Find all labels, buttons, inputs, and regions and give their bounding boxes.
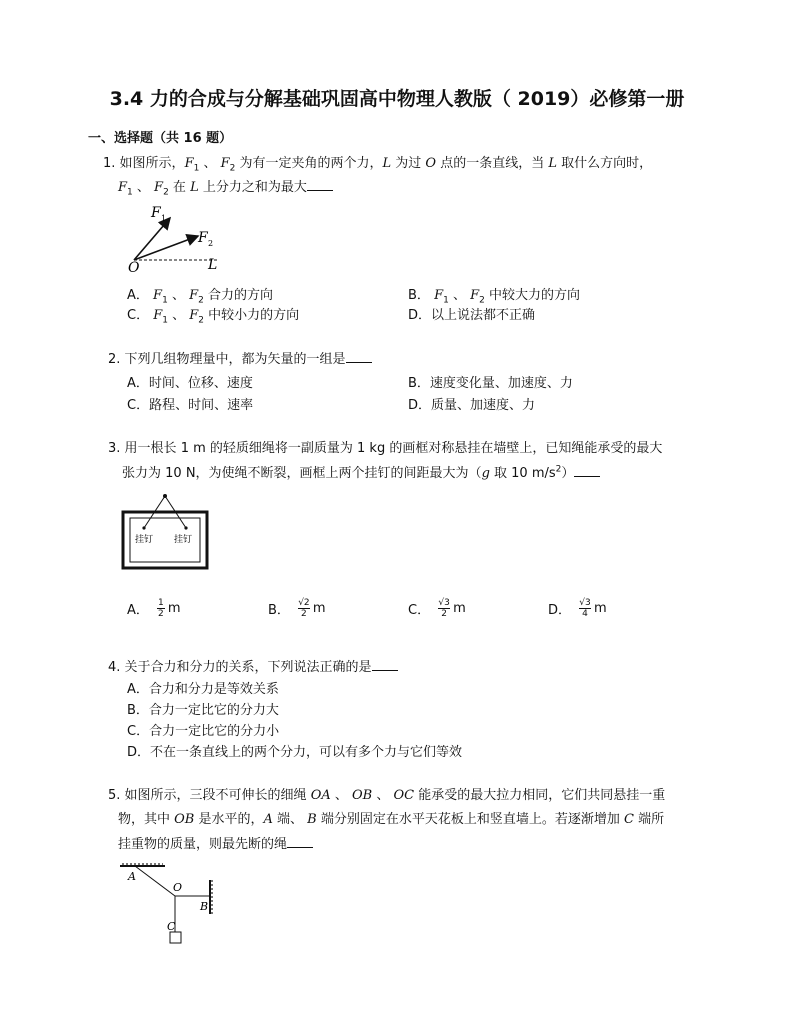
q4-option-d[interactable] bbox=[127, 741, 462, 760]
text: 在 bbox=[168, 180, 191, 195]
text: 取什么方向时， bbox=[556, 156, 653, 171]
option-text: 速度变化量、加速度、力 bbox=[429, 376, 573, 391]
q1-option-c[interactable] bbox=[127, 304, 299, 326]
label-c: C bbox=[167, 920, 176, 933]
q3-option-c[interactable] bbox=[408, 598, 466, 619]
var-a: A bbox=[263, 812, 273, 827]
option-text: 中较小力的方向 bbox=[204, 308, 300, 323]
var-f1: F bbox=[153, 288, 163, 303]
numerator: √3 bbox=[438, 598, 450, 608]
q3-option-b[interactable] bbox=[268, 598, 326, 619]
numerator: √2 bbox=[298, 598, 310, 608]
text: 如图所示，三段不可伸长的细绳 bbox=[124, 788, 311, 803]
var-ob: OB bbox=[174, 812, 195, 827]
var-f1: F bbox=[184, 156, 194, 171]
var-f1: F bbox=[118, 180, 128, 195]
text: 物，其中 bbox=[118, 812, 175, 827]
denominator: 2 bbox=[158, 609, 164, 619]
q4-option-a[interactable] bbox=[127, 678, 279, 697]
numerator: 1 bbox=[158, 598, 164, 608]
question-number: 5. bbox=[108, 788, 121, 803]
fraction bbox=[157, 598, 165, 619]
denominator: 2 bbox=[301, 609, 307, 619]
text: ，为使绳不断裂，画框上两个挂钉的间距最大为（ bbox=[195, 466, 482, 481]
label-nail-left: 挂钉 bbox=[135, 535, 154, 545]
label-o: O bbox=[128, 260, 140, 276]
option-text: 合力和分力是等效关系 bbox=[148, 682, 279, 697]
var-f1: F bbox=[434, 288, 444, 303]
fraction bbox=[579, 598, 591, 619]
option-text: 时间、位移、速度 bbox=[148, 376, 253, 391]
sub: 2 bbox=[163, 187, 169, 198]
text: 取 bbox=[489, 466, 512, 481]
unit: m bbox=[453, 601, 466, 616]
text: 、 bbox=[448, 288, 471, 303]
question-number: 2. bbox=[108, 352, 121, 367]
value-mass: 1 kg bbox=[357, 441, 386, 456]
var-oc: OC bbox=[393, 788, 415, 803]
value-g: 10 m/s bbox=[511, 466, 556, 481]
option-letter: D． bbox=[127, 745, 151, 760]
text: 、 bbox=[199, 156, 221, 171]
option-text: 合力的方向 bbox=[203, 288, 273, 303]
option-text: 合力一定比它的分力小 bbox=[149, 724, 280, 739]
q3-option-d[interactable] bbox=[548, 598, 607, 619]
var-l: L bbox=[382, 156, 392, 171]
sub: 1 bbox=[162, 295, 168, 306]
sub: 1 bbox=[127, 187, 133, 198]
unit: m bbox=[167, 601, 181, 616]
numerator: √3 bbox=[579, 598, 591, 608]
var-f1: F bbox=[153, 308, 163, 323]
question-5-line-3 bbox=[118, 833, 313, 852]
denominator: 2 bbox=[441, 609, 447, 619]
sub: 2 bbox=[198, 295, 204, 306]
text: 能承受的最大拉力相同，它们共同悬挂一重 bbox=[414, 788, 666, 803]
question-3-line-2 bbox=[122, 462, 600, 481]
option-letter: D． bbox=[408, 398, 432, 413]
var-oa: OA bbox=[310, 788, 331, 803]
sub: 1 bbox=[443, 295, 449, 306]
var-f2: F bbox=[470, 288, 480, 303]
sub: 1 bbox=[162, 315, 168, 326]
text: 张力为 bbox=[122, 466, 166, 481]
option-letter: B． bbox=[408, 376, 430, 391]
value-force: 10 N bbox=[165, 466, 196, 481]
option-letter: B． bbox=[127, 703, 149, 718]
var-b: B bbox=[307, 812, 317, 827]
text: 为有一定夹角的两个力， bbox=[235, 156, 383, 171]
text: 端所 bbox=[633, 812, 665, 827]
text: 端、 bbox=[272, 812, 308, 827]
sub: 2 bbox=[229, 163, 236, 174]
sup: 2 bbox=[555, 464, 562, 475]
unit: m bbox=[594, 601, 607, 616]
force-diagram bbox=[118, 200, 228, 278]
var-f2: F bbox=[154, 180, 164, 195]
sub: 1 bbox=[193, 163, 200, 174]
label-f1-sub: 1 bbox=[161, 214, 167, 223]
option-letter: C． bbox=[408, 603, 431, 618]
text: 的画框对称悬挂在墙壁上，已知绳能承受的最大 bbox=[385, 441, 663, 456]
text: 端分别固定在水平天花板上和竖直墙上。若逐渐增加 bbox=[316, 812, 624, 827]
question-1-line-1 bbox=[103, 152, 652, 174]
option-letter: A． bbox=[127, 288, 149, 303]
q1-option-b[interactable] bbox=[408, 284, 580, 306]
option-text: 中较大力的方向 bbox=[484, 288, 580, 303]
q2-option-a[interactable] bbox=[127, 372, 253, 391]
text: 为过 bbox=[391, 156, 426, 171]
picture-frame-diagram bbox=[120, 488, 212, 572]
question-5-line-1 bbox=[108, 784, 665, 803]
text: 点的一条直线，当 bbox=[436, 156, 549, 171]
stem-text: 关于合力和分力的关系，下列说法正确的是 bbox=[124, 660, 372, 675]
label-f2: F bbox=[198, 230, 208, 246]
label-b: B bbox=[200, 900, 209, 913]
text: 挂重物的质量，则最先断的绳 bbox=[118, 837, 288, 852]
fraction bbox=[298, 598, 310, 619]
option-letter: C． bbox=[127, 308, 150, 323]
question-3-line-1 bbox=[108, 437, 662, 456]
question-number: 1. bbox=[103, 156, 116, 171]
q2-option-d[interactable] bbox=[408, 394, 535, 413]
question-number: 4. bbox=[108, 660, 121, 675]
option-letter: D． bbox=[548, 603, 572, 618]
option-text: 不在一条直线上的两个分力，可以有多个力与它们等效 bbox=[150, 745, 463, 760]
q3-option-a[interactable] bbox=[127, 598, 181, 619]
answer-blank[interactable] bbox=[346, 350, 372, 363]
fraction bbox=[438, 598, 450, 619]
question-2-stem bbox=[108, 348, 372, 367]
answer-blank[interactable] bbox=[372, 658, 398, 671]
text: 、 bbox=[132, 180, 155, 195]
q1-option-d[interactable] bbox=[408, 304, 535, 323]
answer-blank[interactable] bbox=[307, 178, 333, 191]
answer-blank[interactable] bbox=[287, 835, 313, 848]
rope-diagram bbox=[115, 858, 220, 950]
q1-option-a[interactable] bbox=[127, 284, 273, 306]
value-length: 1 m bbox=[180, 441, 206, 456]
label-l: L bbox=[208, 257, 218, 273]
option-letter: C． bbox=[127, 724, 150, 739]
var-c: C bbox=[623, 812, 634, 827]
var-l: L bbox=[548, 156, 557, 171]
option-text: 路程、时间、速率 bbox=[149, 398, 254, 413]
option-letter: B． bbox=[408, 288, 430, 303]
var-o: O bbox=[425, 156, 437, 171]
text: 的轻质细绳将一副质量为 bbox=[205, 441, 358, 456]
label-nail-right: 挂钉 bbox=[174, 535, 193, 545]
text: 是水平的， bbox=[194, 812, 264, 827]
var-f2: F bbox=[189, 308, 199, 323]
var-f2: F bbox=[189, 288, 199, 303]
text: 如图所示， bbox=[119, 156, 185, 171]
option-letter: A． bbox=[127, 603, 149, 618]
text: 上分力之和为最大 bbox=[198, 180, 307, 195]
text: 、 bbox=[167, 308, 190, 323]
text: 用一根长 bbox=[124, 441, 181, 456]
section-heading: 一、选择题（共 16 题） bbox=[88, 131, 233, 146]
text: ） bbox=[561, 466, 575, 481]
sub: 2 bbox=[198, 315, 205, 326]
question-5-line-2 bbox=[118, 808, 664, 827]
q2-option-c[interactable] bbox=[127, 394, 253, 413]
option-letter: A． bbox=[127, 376, 149, 391]
q4-option-c[interactable] bbox=[127, 720, 279, 739]
label-f1: F bbox=[151, 205, 161, 221]
option-text: 以上说法都不正确 bbox=[431, 308, 536, 323]
var-f2: F bbox=[220, 156, 230, 171]
label-a: A bbox=[128, 870, 136, 883]
text: 、 bbox=[330, 788, 352, 803]
hook-left bbox=[142, 526, 145, 529]
option-text: 质量、加速度、力 bbox=[431, 398, 536, 413]
unit: m bbox=[312, 601, 326, 616]
weight bbox=[170, 932, 181, 943]
q2-option-b[interactable] bbox=[408, 372, 573, 391]
question-number: 3. bbox=[108, 441, 121, 456]
question-1-line-2 bbox=[118, 176, 333, 198]
label-f2-sub: 2 bbox=[208, 239, 214, 248]
sub: 2 bbox=[479, 295, 485, 306]
rope-oa bbox=[135, 866, 175, 896]
q4-option-b[interactable] bbox=[127, 699, 279, 718]
label-o: O bbox=[173, 881, 183, 894]
option-letter: C． bbox=[127, 398, 150, 413]
var-g: g bbox=[481, 466, 490, 481]
text: 、 bbox=[167, 288, 190, 303]
denominator: 4 bbox=[582, 609, 588, 619]
option-letter: D． bbox=[408, 308, 432, 323]
option-letter: B． bbox=[268, 603, 290, 618]
var-ob: OB bbox=[352, 788, 373, 803]
stem-text: 下列几组物理量中，都为矢量的一组是 bbox=[124, 352, 346, 367]
text: 、 bbox=[372, 788, 394, 803]
option-letter: A． bbox=[127, 682, 149, 697]
question-4-stem bbox=[108, 656, 398, 675]
page-title: 3.4 力的合成与分解基础巩固高中物理人教版（ 2019）必修第一册 bbox=[109, 88, 685, 110]
var-l: L bbox=[190, 180, 199, 195]
hook-right bbox=[184, 526, 187, 529]
answer-blank[interactable] bbox=[574, 464, 600, 477]
option-text: 合力一定比它的分力大 bbox=[148, 703, 279, 718]
